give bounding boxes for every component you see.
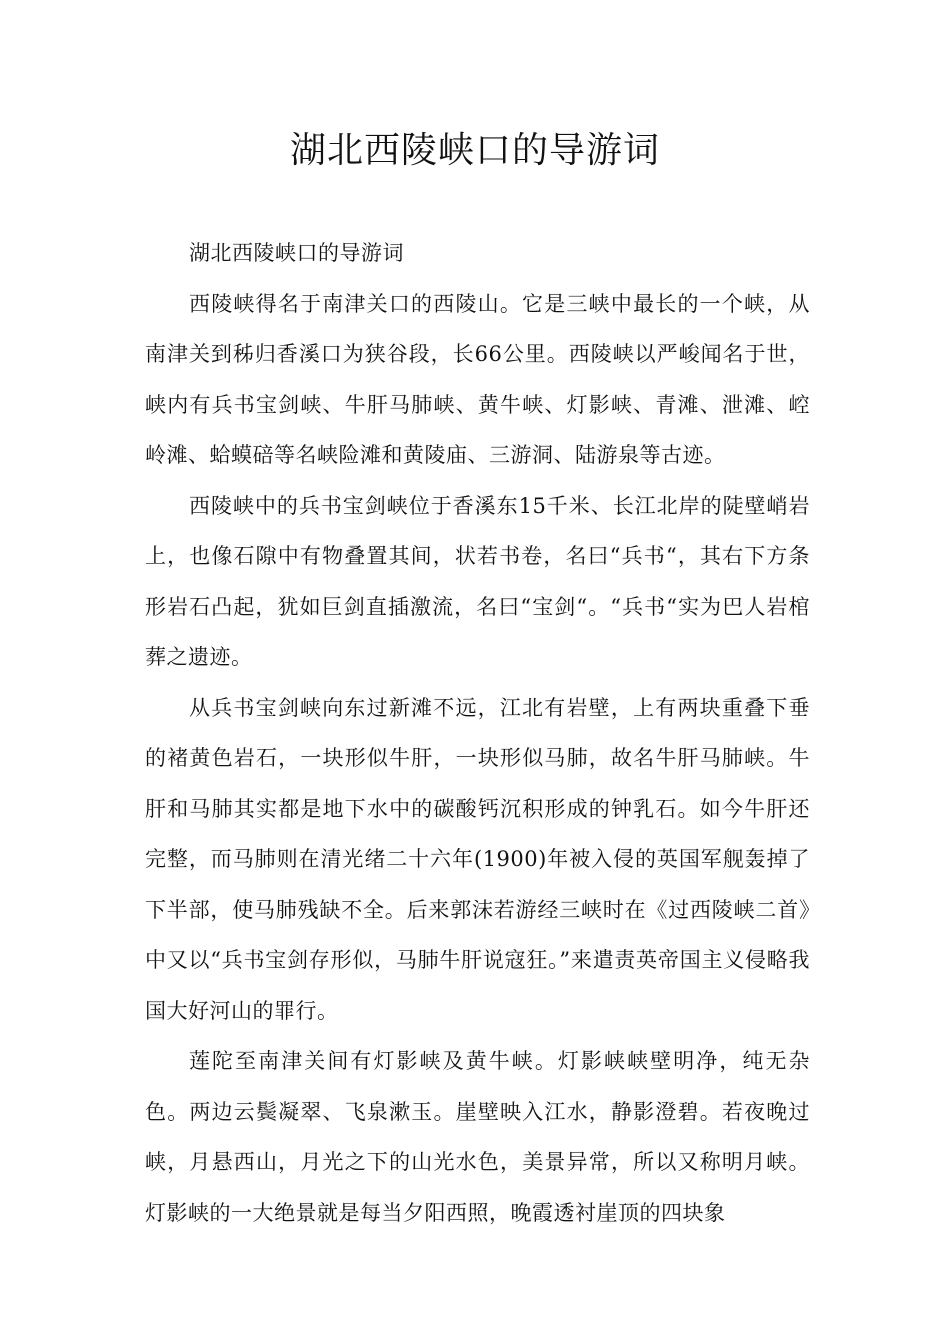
- paragraph: 从兵书宝剑峡向东过新滩不远，江北有岩壁，上有两块重叠下垂的褚黄色岩石，一块形似牛肝，一块形似马肺，故名牛肝马肺峡。牛肝和马肺其实都是地下水中的碳酸钙沉积形成的钟乳石。如今牛肝还完整，而马肺则在清光绪二十六年(1900)年被入侵的英国军舰轰掉了下半部，使马肺残缺不全。后来郭沫若游经三峡时在《过西陵峡二首》中又以“兵书宝剑存形似，马肺牛肝说寇狂。”来遣责英帝国主义侵略我国大好河山的罪行。: [145, 695, 810, 1023]
- paragraph: 湖北西陵峡口的导游词: [189, 241, 404, 265]
- paragraph: 西陵峡得名于南津关口的西陵山。它是三峡中最长的一个峡，从南津关到秭归香溪口为狭谷段，长66公里。西陵峡以严峻闻名于世，峡内有兵书宝剑峡、牛肝马肺峡、黄牛峡、灯影峡、青滩、泄滩、崆岭滩、蛤蟆碚等名峡险滩和黄陵庙、三游洞、陆游泉等古迹。: [145, 291, 810, 467]
- document-title: 湖北西陵峡口的导游词: [289, 130, 660, 171]
- paragraph: 西陵峡中的兵书宝剑峡位于香溪东15千米、长江北岸的陡壁峭岩上，也像石隙中有物叠置其间，状若书卷，名曰“兵书“，其右下方条形岩石凸起，犹如巨剑直插激流，名曰“宝剑“。“兵书“实为巴人岩棺葬之遗迹。: [145, 493, 810, 669]
- paragraph: 莲陀至南津关间有灯影峡及黄牛峡。灯影峡峡壁明净，纯无杂色。两边云鬓凝翠、飞泉漱玉。崖壁映入江水，静影澄碧。若夜晚过峡，月悬西山，月光之下的山光水色，美景异常，所以又称明月峡。灯影峡的一大绝景就是每当夕阳西照，晚霞透衬崖顶的四块象: [145, 1049, 810, 1225]
- document-body: [145, 228, 810, 1238]
